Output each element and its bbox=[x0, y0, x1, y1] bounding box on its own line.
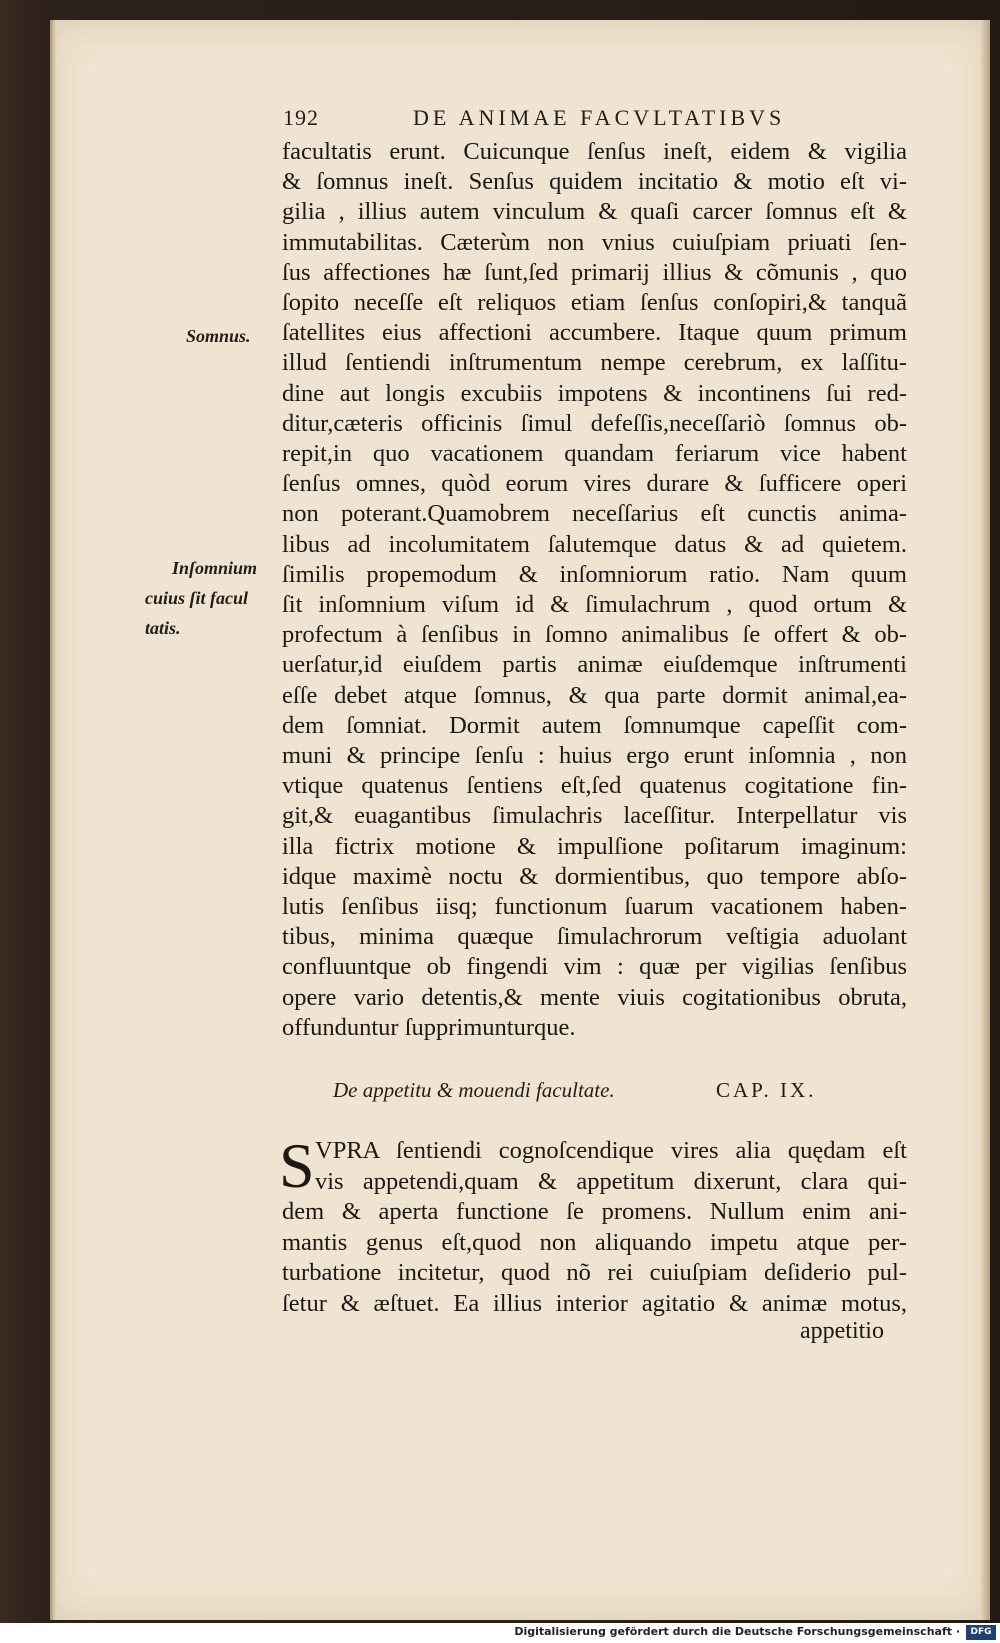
text-line: ſatellites eius affectioni accumbere. Itaque quum primum bbox=[282, 319, 907, 347]
running-title: DE ANIMAE FACVLTATIBVS bbox=[413, 105, 786, 130]
text-line: repit,in quo vacationem quandam feriarum vice habent bbox=[282, 440, 907, 468]
text-line: facultatis erunt. Cuicunque ſenſus ineſt, eidem & vigilia bbox=[282, 138, 907, 165]
text-line: muni & principe ſenſu : huius ergo erunt inſomnia , non bbox=[282, 742, 907, 770]
text-line: ſus affectiones hæ ſunt,ſed primarij illius & cõmunis , quo bbox=[282, 258, 907, 286]
catchword: appetitio bbox=[800, 1318, 884, 1344]
text-line: tibus, minima quæque ſimulachrorum veſtigia aduolant bbox=[282, 923, 907, 951]
text-line: offunduntur ſupprimunturque. bbox=[282, 1013, 576, 1041]
body-text bbox=[282, 137, 907, 1043]
text-line: dem & aperta functione ſe promens. Nullum enim ani- bbox=[282, 1198, 907, 1225]
margin-note-insomnium-3: tatis. bbox=[145, 618, 181, 638]
text-line: immutabilitas. Cæterùm non vnius cuiuſpiam priuati ſen- bbox=[282, 228, 907, 256]
chapter-body-text bbox=[282, 1197, 907, 1319]
dfg-logo-icon: DFG bbox=[966, 1625, 996, 1640]
text-line: VPRA ſentiendi cognoſcendique vires alia quędam eſt bbox=[315, 1137, 907, 1164]
text-line: vis appetendi,quam & appetitum dixerunt, clara qui- bbox=[315, 1167, 907, 1195]
page-fore-edge bbox=[980, 20, 990, 1620]
footer-bar bbox=[0, 1623, 1000, 1643]
text-line: mantis genus eſt,quod non aliquando impetu atque per- bbox=[282, 1228, 907, 1256]
text-line: lutis ſenſibus iisq; functionum ſuarum vacationem haben- bbox=[282, 893, 907, 921]
text-line: confluuntque ob fingendi vim : quæ per vigilias ſenſibus bbox=[282, 953, 907, 981]
text-line: eſſe debet atque ſomnus, & qua parte dormit animal,ea- bbox=[282, 681, 907, 709]
text-line: dine aut longis excubiis impotens & incontinens ſui red- bbox=[282, 379, 907, 407]
text-line: non poterant.Quamobrem neceſſarius eſt cunctis anima- bbox=[282, 500, 907, 528]
margin-note-somnus: Somnus. bbox=[186, 326, 251, 346]
text-line: libus ad incolumitatem ſalutemque datus & ad quietem. bbox=[282, 530, 907, 558]
text-line: opere vario detentis,& mente viuis cogitationibus obruta, bbox=[282, 983, 907, 1011]
text-line: ſit inſomnium viſum id & ſimulachrum , quod ortum & bbox=[282, 591, 907, 619]
margin-note-insomnium-2: cuius ſit facul bbox=[145, 588, 249, 608]
text-line: uerſatur,id eiuſdem partis animæ eiuſdemque inſtrumenti bbox=[282, 651, 907, 679]
chapter-title: De appetitu & mouendi facultate. bbox=[333, 1078, 615, 1102]
margin-note-insomnium: Inſomnium bbox=[172, 558, 258, 578]
text-line: idque maximè noctu & dormientibus, quo tempore abſo- bbox=[282, 862, 907, 890]
text-line: ſetur & æſtuet. Ea illius interior agitatio & animæ motus, bbox=[282, 1289, 907, 1317]
page-gutter-edge bbox=[50, 20, 56, 1620]
running-head bbox=[283, 105, 843, 131]
text-line: turbatione incitetur, quod nõ rei cuiuſpiam deſiderio pul- bbox=[282, 1259, 907, 1286]
page-number: 192 bbox=[283, 105, 319, 130]
drop-cap: S bbox=[279, 1130, 315, 1201]
text-line: ſopito neceſſe eſt reliquos etiam ſenſus conſopiri,& tanquã bbox=[282, 289, 907, 317]
text-line: & ſomnus ineſt. Senſus quidem incitatio & motio eſt vi- bbox=[282, 168, 907, 196]
footer-credit: Digitalisierung gefördert durch die Deutsche Forschungsgemeinschaft · bbox=[514, 1625, 960, 1638]
text-line: vtique quatenus ſentiens eſt,ſed quatenus cogitatione fin- bbox=[282, 772, 907, 800]
text-line: git,& euagantibus ſimulachris laceſſitur. Interpellatur vis bbox=[282, 802, 907, 830]
text-line: profectum à ſenſibus in ſomno animalibus ſe offert & ob- bbox=[282, 621, 907, 649]
text-line: ditur,cæteris officinis ſimul defeſſis,neceſſariò ſomnus ob- bbox=[282, 409, 907, 437]
chapter-first-lines bbox=[315, 1136, 907, 1197]
chapter-heading bbox=[333, 1078, 853, 1103]
text-line: ſimilis propemodum & inſomniorum ratio. Nam quum bbox=[282, 560, 907, 588]
text-line: ſenſus omnes, quòd eorum vires durare & ſufficere operi bbox=[282, 470, 907, 498]
text-line: illud ſentiendi inſtrumentum nempe cerebrum, ex laſſitu- bbox=[282, 349, 907, 377]
text-line: gilia , illius autem vinculum & quaſi carcer ſomnus eſt & bbox=[282, 198, 907, 226]
text-line: dem ſomniat. Dormit autem ſomnumque capeſſit com- bbox=[282, 711, 907, 739]
text-line: illa fictrix motione & impulſione poſitarum imaginum: bbox=[282, 832, 907, 860]
chapter-number: CAP. IX. bbox=[716, 1078, 817, 1102]
